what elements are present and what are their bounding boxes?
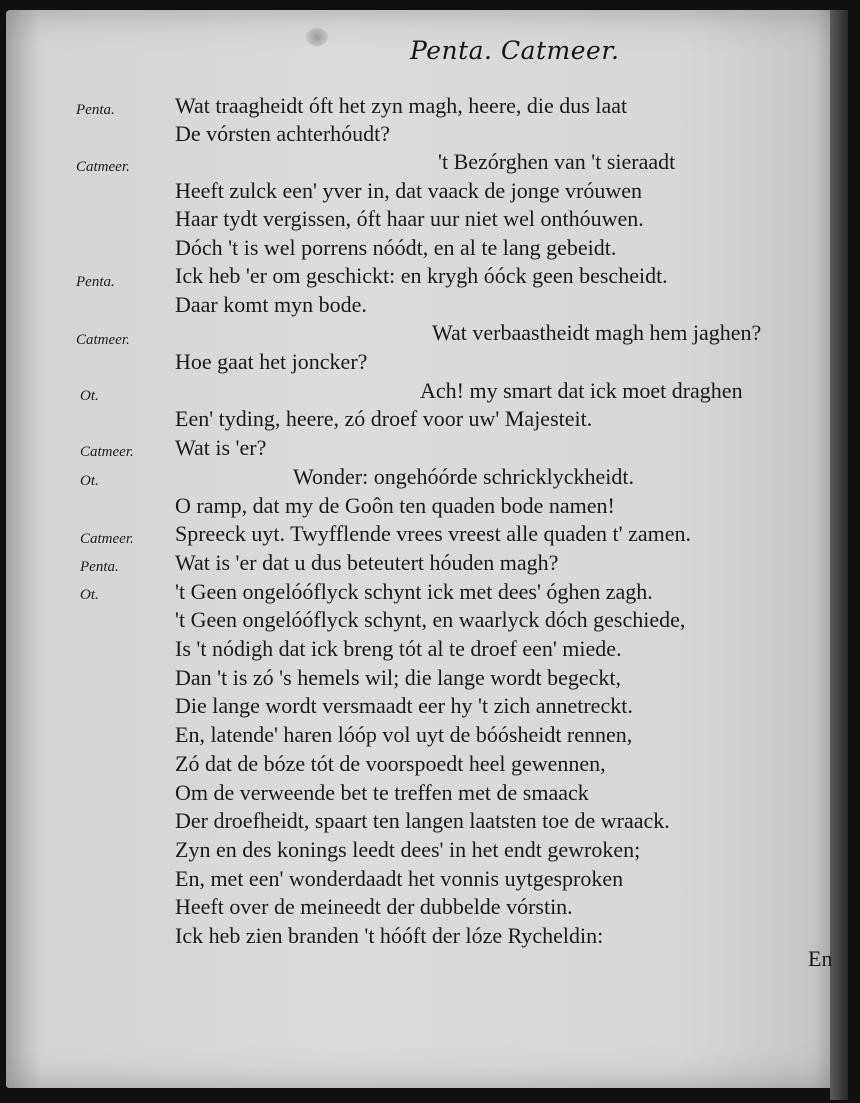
verse-line: Is 't nódigh dat ick breng tót al te droef een' miede. bbox=[175, 636, 622, 661]
verse-line: Heeft over de meineedt der dubbelde vórstin. bbox=[175, 894, 573, 919]
verse-line: Een' tyding, heere, zó droef voor uw' Majesteit. bbox=[175, 406, 593, 431]
speaker-label: Ot. bbox=[80, 587, 99, 603]
verse-line: Daar komt myn bode. bbox=[175, 292, 367, 317]
verse-line: Zó dat de bóze tót de voorspoedt heel gewennen, bbox=[175, 751, 606, 776]
verse-line: O ramp, dat my de Goôn ten quaden bode namen! bbox=[175, 493, 615, 518]
verse-line: 't Geen ongelóóflyck schynt, en waarlyck dóch geschiede, bbox=[175, 607, 686, 632]
verse-line: Ick heb 'er om geschickt: en krygh óóck geen bescheidt. bbox=[175, 263, 668, 288]
page-edge bbox=[830, 10, 848, 1100]
verse-line: Hoe gaat het joncker? bbox=[175, 349, 368, 374]
verse-line: Spreeck uyt. Twyfflende vrees vreest alle quaden t' zamen. bbox=[175, 521, 691, 546]
speaker-label: Catmeer. bbox=[76, 159, 130, 175]
speaker-label: Ot. bbox=[80, 473, 99, 489]
verse-line: Der droefheidt, spaart ten langen laatsten toe de wraack. bbox=[175, 808, 670, 833]
verse-line: 't Geen ongelóóflyck schynt ick met dees' óghen zagh. bbox=[175, 579, 653, 604]
verse-line: Dóch 't is wel porrens nóódt, en al te lang gebeidt. bbox=[175, 235, 617, 260]
verse-line: Ick heb zien branden 't hóóft der lóze Rycheldin: bbox=[175, 923, 604, 948]
verse-line: En, met een' wonderdaadt het vonnis uytgesproken bbox=[175, 866, 624, 891]
verse-line: Om de verweende bet te treffen met de smaack bbox=[175, 780, 589, 805]
catchword: En bbox=[808, 946, 833, 971]
verse-line: Wat verbaastheidt magh hem jaghen? bbox=[432, 320, 762, 345]
verse-line: Wat is 'er? bbox=[175, 435, 267, 460]
speaker-label: Catmeer. bbox=[80, 444, 134, 460]
speaker-label: Catmeer. bbox=[80, 531, 134, 547]
verse-line: Wonder: ongehóórde schricklyckheidt. bbox=[293, 464, 634, 489]
speaker-label: Penta. bbox=[76, 274, 115, 290]
verse-line: Haar tydt vergissen, óft haar uur niet wel onthóuwen. bbox=[175, 206, 644, 231]
verse-line: Die lange wordt versmaadt eer hy 't zich annetreckt. bbox=[175, 693, 633, 718]
speaker-label: Penta. bbox=[80, 559, 119, 575]
verse-line: Dan 't is zó 's hemels wil; die lange wordt begeckt, bbox=[175, 665, 621, 690]
speaker-label: Penta. bbox=[76, 102, 115, 118]
verse-line: En, latende' haren lóóp vol uyt de bóósheidt rennen, bbox=[175, 722, 633, 747]
verse-line: 't Bezórghen van 't sieraadt bbox=[438, 149, 676, 174]
verse-line: Heeft zulck een' yver in, dat vaack de jonge vróuwen bbox=[175, 178, 642, 203]
verse-line: Wat traagheidt óft het zyn magh, heere, die dus laat bbox=[175, 93, 628, 118]
ink-blot bbox=[306, 28, 328, 46]
speaker-label: Ot. bbox=[80, 388, 99, 404]
running-header: Penta. Catmeer. bbox=[410, 36, 620, 65]
speaker-label: Catmeer. bbox=[76, 332, 130, 348]
verse-line: Zyn en des konings leedt dees' in het endt gewroken; bbox=[175, 837, 641, 862]
verse-line: De vórsten achterhóudt? bbox=[175, 121, 391, 146]
verse-line: Ach! my smart dat ick moet draghen bbox=[420, 378, 743, 403]
verse-line: Wat is 'er dat u dus beteutert hóuden magh? bbox=[175, 550, 559, 575]
